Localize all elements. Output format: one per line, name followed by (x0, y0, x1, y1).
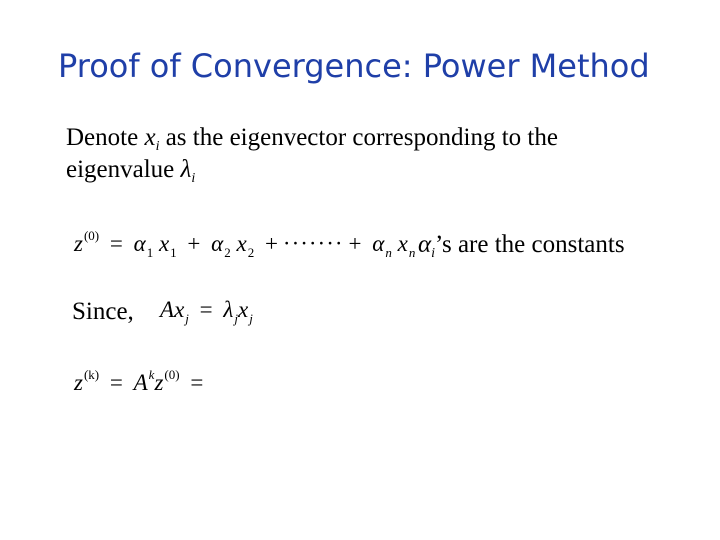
eq1-plus-1: + (187, 231, 201, 256)
eq2-matrix-a-sup: k (148, 367, 155, 382)
eigenvector-symbol: x (144, 124, 156, 151)
eq1-t2-coef: α (211, 231, 224, 256)
eq1-plus-2: + (264, 231, 278, 256)
constants-note (418, 229, 625, 261)
eq1-t2-var-sub: 2 (247, 245, 255, 260)
eq2-lhs-sup: (k) (83, 367, 100, 382)
eq2-equals-2: = (190, 370, 204, 395)
slide-title: Proof of Convergence: Power Method (58, 47, 650, 85)
since-lhs-x: x (174, 297, 185, 322)
eigenvalue-subscript: i (191, 171, 196, 186)
since-rhs-lambda: λ (223, 297, 234, 322)
initial-vector-expansion (74, 229, 415, 262)
eq2-lhs: z (74, 370, 83, 395)
eq1-tn-var-sub: n (408, 245, 416, 260)
denote-prefix: Denote (66, 124, 145, 151)
eigenvalue-line (66, 154, 195, 186)
eq1-plus-3: + (348, 231, 362, 256)
since-rhs-x: x (237, 297, 249, 322)
eq2-z-sup: (0) (164, 367, 180, 382)
eq2-matrix-a: A (133, 370, 148, 395)
eq1-t1-var: x (158, 231, 170, 256)
eq1-lhs: z (74, 231, 83, 256)
since-label: Since, (72, 298, 134, 325)
eq1-tn-coef-sub: n (385, 245, 392, 260)
since-rhs-x-sub: j (249, 311, 253, 326)
eq1-lhs-sup: (0) (83, 228, 100, 243)
denote-line (66, 122, 558, 154)
eq1-t2-var: x (236, 231, 247, 256)
eq1-equals: = (109, 231, 123, 256)
eq1-t1-coef-sub: 1 (146, 245, 154, 260)
eigenvector-subscript: i (155, 139, 160, 154)
eq1-t2-coef-sub: 2 (224, 245, 231, 260)
eq1-tn-var: x (397, 231, 408, 256)
denote-suffix: as the eigenvector corresponding to the (159, 124, 558, 151)
eq2-equals: = (109, 370, 123, 395)
eq1-t1-var-sub: 1 (170, 245, 177, 260)
eigenvalue-symbol: λ (180, 156, 192, 183)
eq2-z: z (154, 370, 164, 395)
constants-alpha-symbol: α (418, 231, 432, 258)
eigen-relation (160, 295, 253, 328)
eq1-t1-coef: α (133, 231, 146, 256)
eq1-tn-coef: α (372, 231, 385, 256)
since-rhs-lambda-sub: j (234, 311, 238, 326)
eq1-dots: ······· (282, 231, 344, 256)
since-matrix-a: A (160, 297, 175, 322)
constants-note-text: ’s are the constants (435, 231, 625, 258)
since-lhs-x-sub: j (185, 311, 189, 326)
power-iteration-equation (74, 368, 208, 401)
constants-alpha-subscript: i (431, 246, 436, 261)
eigenvalue-prefix: eigenvalue (66, 156, 181, 183)
since-equals: = (199, 297, 213, 322)
